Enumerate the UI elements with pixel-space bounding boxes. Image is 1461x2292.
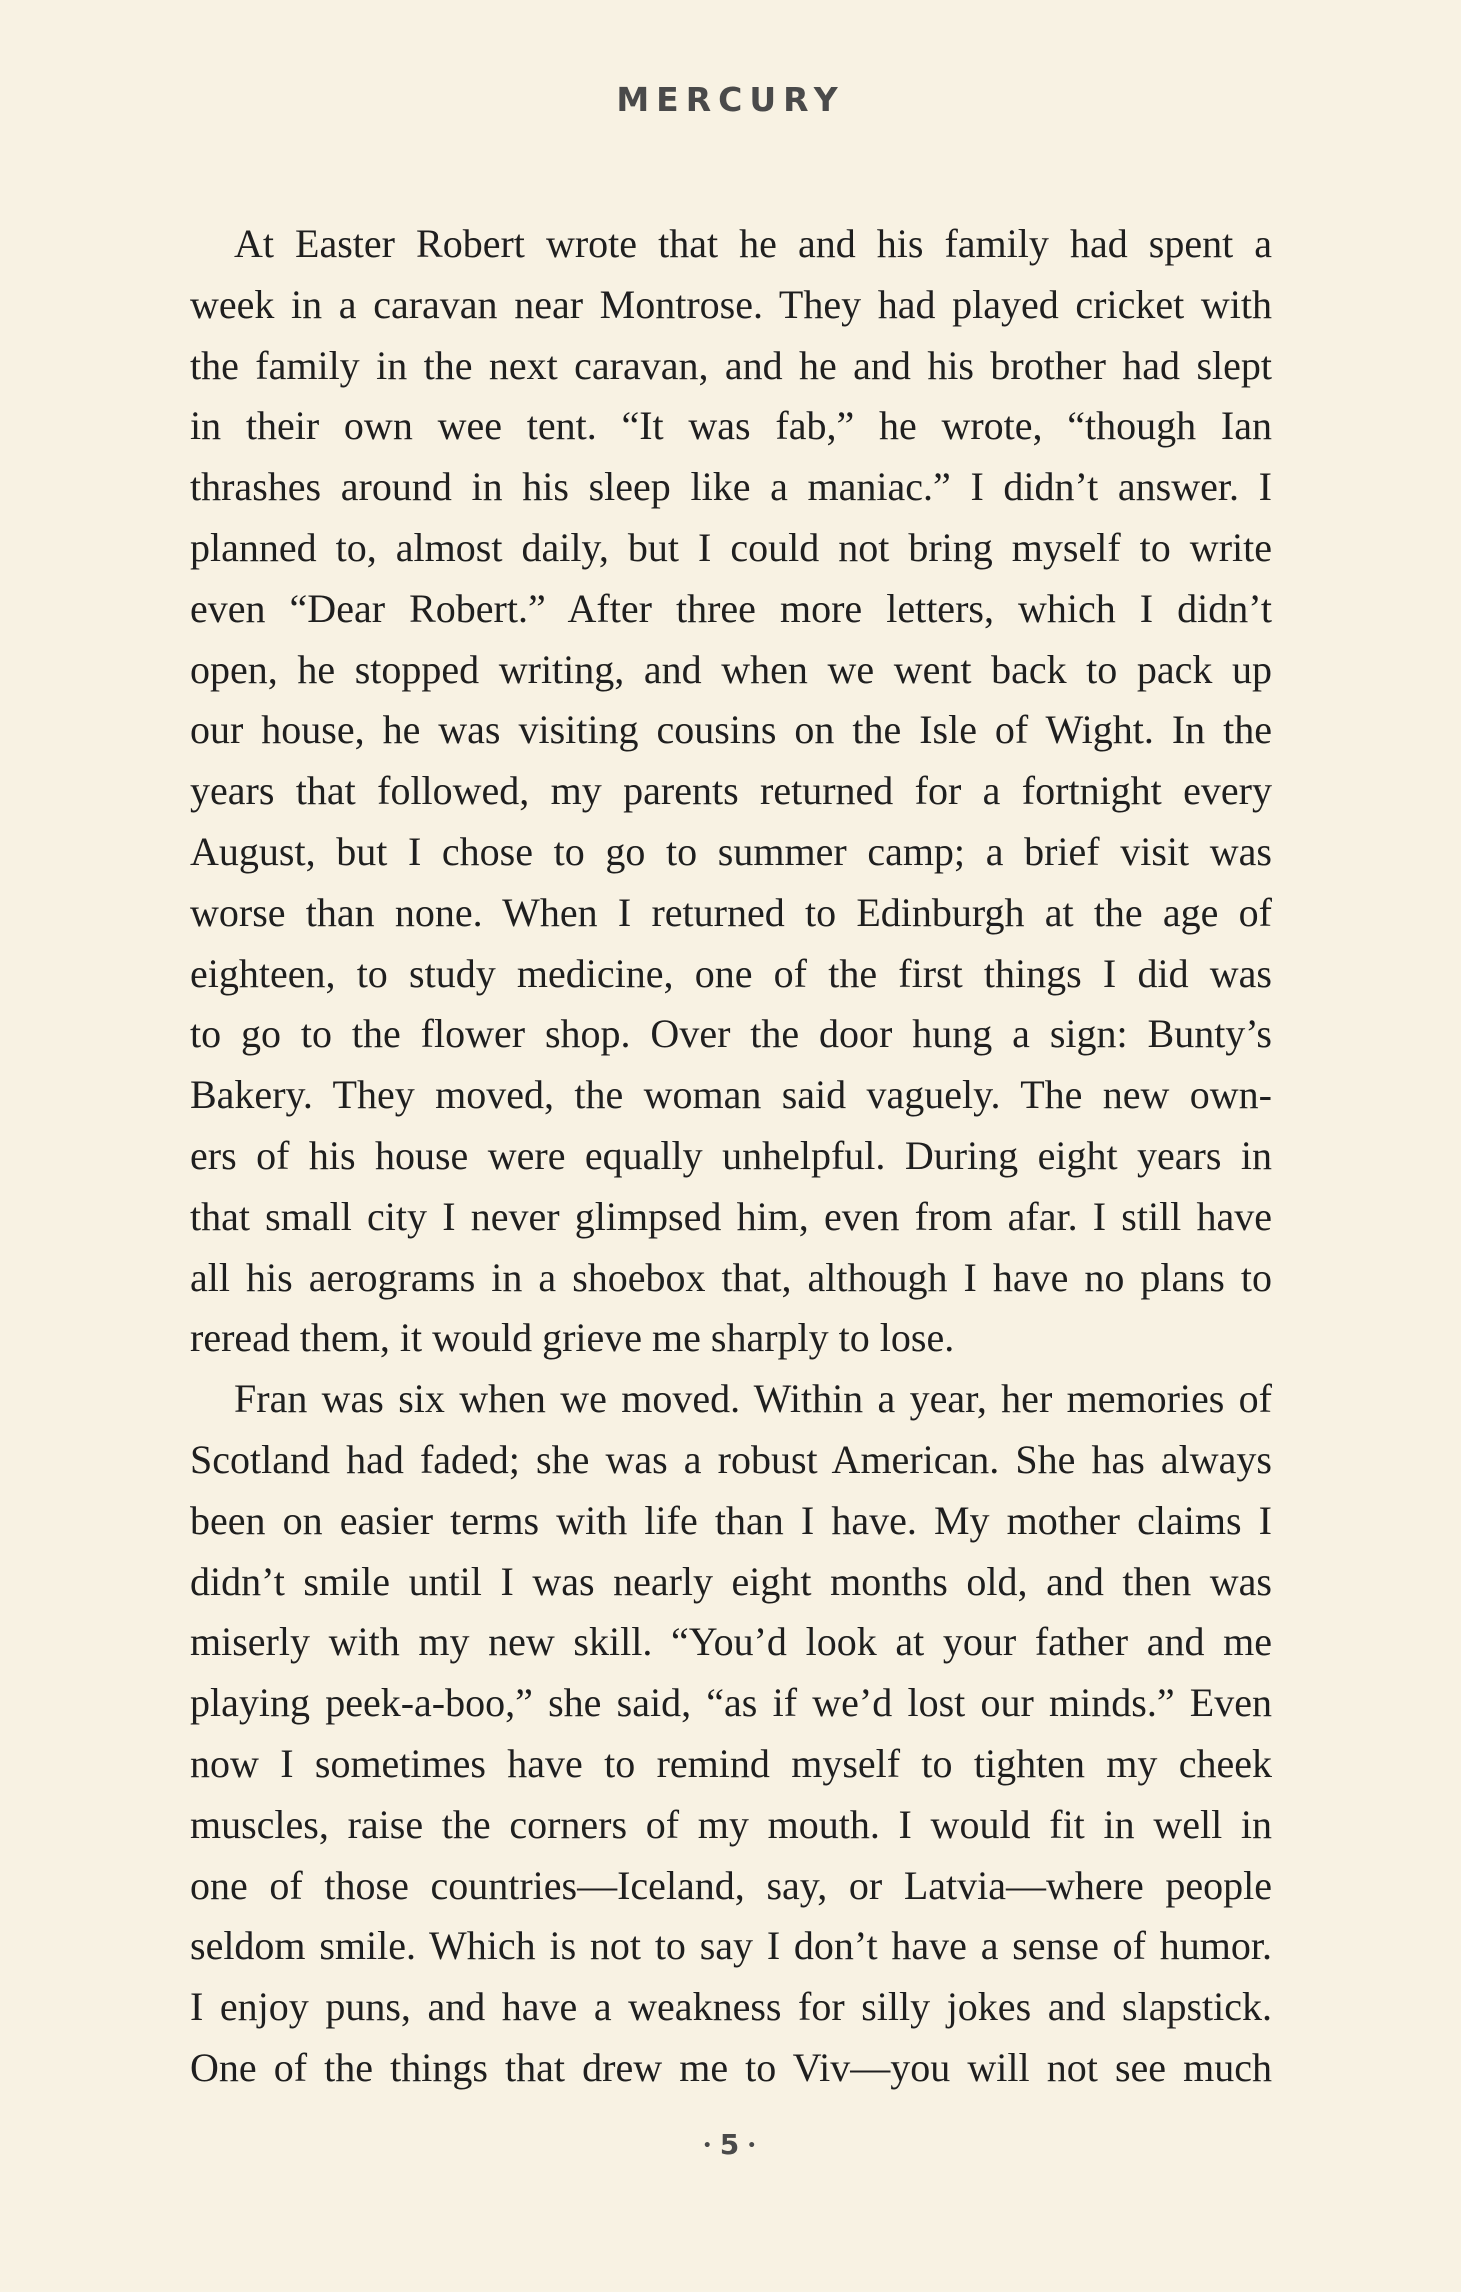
page-number-value: 5 <box>719 2128 742 2161</box>
text-line: to go to the flower shop. Over the door hung a sign: Bunty’s <box>190 1011 1272 1057</box>
text-line: miserly with my new skill. “You’d look at your father and me <box>190 1619 1272 1665</box>
text-line: open, he stopped writing, and when we went back to pack up <box>190 646 1272 692</box>
text-line: even “Dear Robert.” After three more letters, which I didn’t <box>190 585 1272 631</box>
running-head: MERCURY <box>616 80 845 119</box>
text-line: Scotland had faded; she was a robust American. She has always <box>190 1436 1272 1482</box>
text-line: that small city I never glimpsed him, even from afar. I still have <box>190 1193 1272 1239</box>
text-line: One of the things that drew me to Viv—you will not see much <box>190 2044 1272 2090</box>
text-line: now I sometimes have to remind myself to tighten my cheek <box>190 1740 1272 1786</box>
text-line: thrashes around in his sleep like a maniac.” I didn’t answer. I <box>190 464 1272 510</box>
text-line: didn’t smile until I was nearly eight months old, and then was <box>190 1558 1272 1604</box>
text-line: worse than none. When I returned to Edinburgh at the age of <box>190 889 1272 935</box>
text-line: muscles, raise the corners of my mouth. I would fit in well in <box>190 1801 1272 1847</box>
page-number <box>0 2128 1461 2161</box>
text-line: playing peek-a-boo,” she said, “as if we’d lost our minds.” Even <box>190 1680 1272 1726</box>
folio-dot-left: • <box>702 2138 714 2154</box>
text-line: years that followed, my parents returned for a fortnight every <box>190 768 1272 814</box>
text-line: planned to, almost daily, but I could not bring myself to write <box>190 524 1272 570</box>
text-line: Bakery. They moved, the woman said vaguely. The new own- <box>190 1072 1272 1118</box>
text-line: I enjoy puns, and have a weakness for silly jokes and slapstick. <box>190 1984 1272 2030</box>
text-line: reread them, it would grieve me sharply to lose. <box>190 1315 955 1361</box>
text-line: been on easier terms with life than I have. My mother claims I <box>190 1497 1272 1543</box>
text-line: week in a caravan near Montrose. They had played cricket with <box>190 281 1272 327</box>
folio-dot-right: • <box>747 2138 759 2154</box>
text-line: ers of his house were equally unhelpful. During eight years in <box>190 1132 1272 1178</box>
text-line: eighteen, to study medicine, one of the first things I did was <box>190 950 1272 996</box>
text-line: seldom smile. Which is not to say I don’t have a sense of humor. <box>190 1923 1272 1969</box>
text-line: our house, he was visiting cousins on the Isle of Wight. In the <box>190 707 1272 753</box>
text-line: one of those countries—Iceland, say, or Latvia—where people <box>190 1862 1272 1908</box>
body-text <box>190 214 1272 2099</box>
text-line: At Easter Robert wrote that he and his family had spent a <box>234 221 1272 266</box>
text-line: the family in the next caravan, and he and his brother had slept <box>190 342 1272 388</box>
text-line: in their own wee tent. “It was fab,” he wrote, “though Ian <box>190 403 1272 449</box>
text-line: all his aerograms in a shoebox that, although I have no plans to <box>190 1254 1272 1300</box>
text-line: August, but I chose to go to summer camp; a brief visit was <box>190 828 1272 874</box>
text-line: Fran was six when we moved. Within a year, her memories of <box>234 1376 1272 1422</box>
